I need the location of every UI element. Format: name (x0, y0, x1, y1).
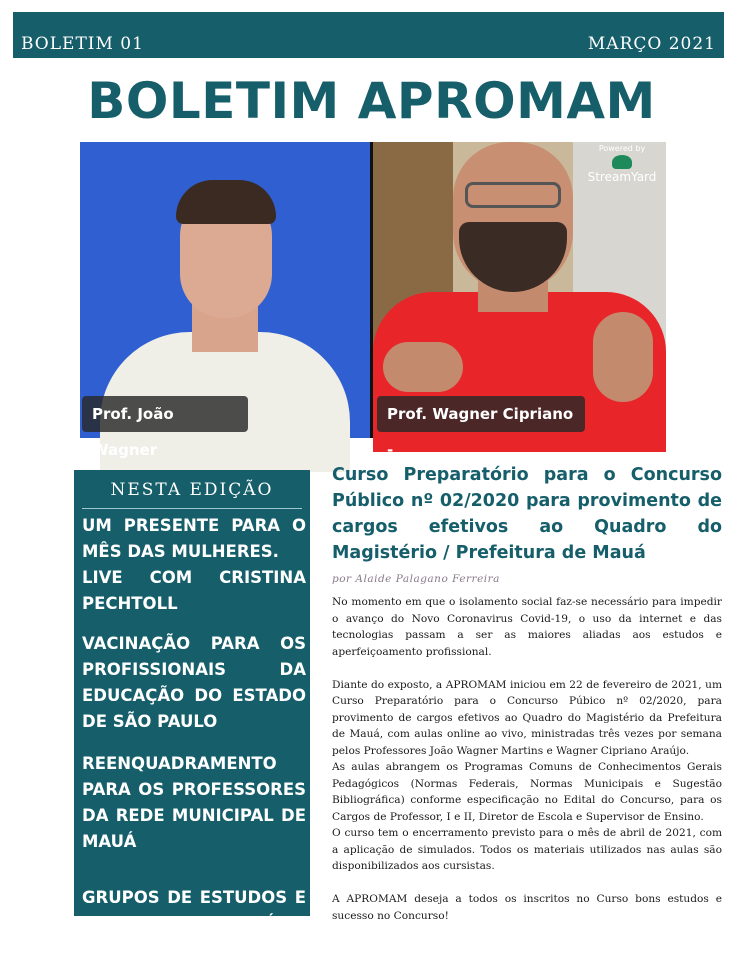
watermark-brand-text: StreamYard (587, 170, 657, 184)
streamyard-watermark (587, 144, 657, 184)
participant-name-right: Prof. Wagner Cipriano - (377, 396, 585, 432)
edition-item: UM PRESENTE PARA O MÊS DAS MULHERES. (82, 516, 306, 561)
page-title: BOLETIM APROMAM (87, 72, 656, 130)
in-this-edition-box (74, 470, 310, 959)
edition-item: GRUPOS DE ESTUDOS E PESQUISAS COM INÍCIO EM MAIO (82, 888, 306, 959)
watermark-powered-text: Powered by (598, 144, 646, 153)
video-panel-right (370, 142, 663, 459)
article-paragraph: Diante do exposto, a APROMAM iniciou em 22 de fevereiro de 2021, um Curso Preparatório para o Concurso Púbico nº 02/2020, para provimento de cargos efetivos ao Quadro do Magistério da Prefeitura de Mauá, com aulas online ao vivo, ministradas três vezes por semana pelos Professores João Wagner Martins e Wagner Cipriano Araújo. (332, 678, 722, 757)
article-body (332, 594, 722, 924)
edition-item: LIVE COM CRISTINA PECHTOLL (82, 568, 306, 613)
video-panel-left (80, 142, 370, 459)
article-paragraph: No momento em que o isolamento social faz-se necessário para impedir o avanço do Novo Coronavirus Covid-19, o uso da internet e das tecnologias passam a ser as maiores aliadas aos estudos e aperfeiçoamento profissional. (332, 596, 722, 658)
video-call-photo (80, 142, 663, 459)
article-byline: por Alaide Palagano Ferreira (332, 573, 500, 585)
header-bar (13, 12, 724, 58)
article-paragraph: O curso tem o encerramento previsto para o mês de abril de 2021, com a aplicação de simulados. Todos os materiais utilizados nas aulas são disponibilizados aos cursistas. (332, 827, 722, 872)
participant-name-left: Prof. João Wagner (82, 396, 248, 432)
streamyard-logo-icon (612, 155, 632, 169)
article-paragraph: As aulas abrangem os Programas Comuns de Conhecimentos Gerais Pedagógicos (Normas Federais, Normas Municipais e Sugestão Bibliográfica) conforme especificação no Edital do Concurso, para os Cargos de Professor, I e II, Diretor de Escola e Supervisor de Ensino. (332, 761, 722, 823)
issue-date: MARÇO 2021 (587, 34, 716, 54)
issue-number: BOLETIM 01 (21, 34, 144, 54)
article-paragraph: A APROMAM deseja a todos os inscritos no Curso bons estudos e sucesso no Concurso! (332, 893, 722, 922)
article-title: Curso Preparatório para o Concurso Público nº 02/2020 para provimento de cargos efetivos ao Quadro do Magistério / Prefeitura de Mauá (332, 465, 722, 563)
sidebar-title: NESTA EDIÇÃO (82, 480, 302, 509)
edition-item: VACINAÇÃO PARA OS PROFISSIONAIS DA EDUCAÇÃO DO ESTADO DE SÃO PAULO (82, 634, 306, 731)
edition-item: REENQUADRAMENTO PARA OS PROFESSORES DA REDE MUNICIPAL DE MAUÁ (82, 754, 306, 851)
